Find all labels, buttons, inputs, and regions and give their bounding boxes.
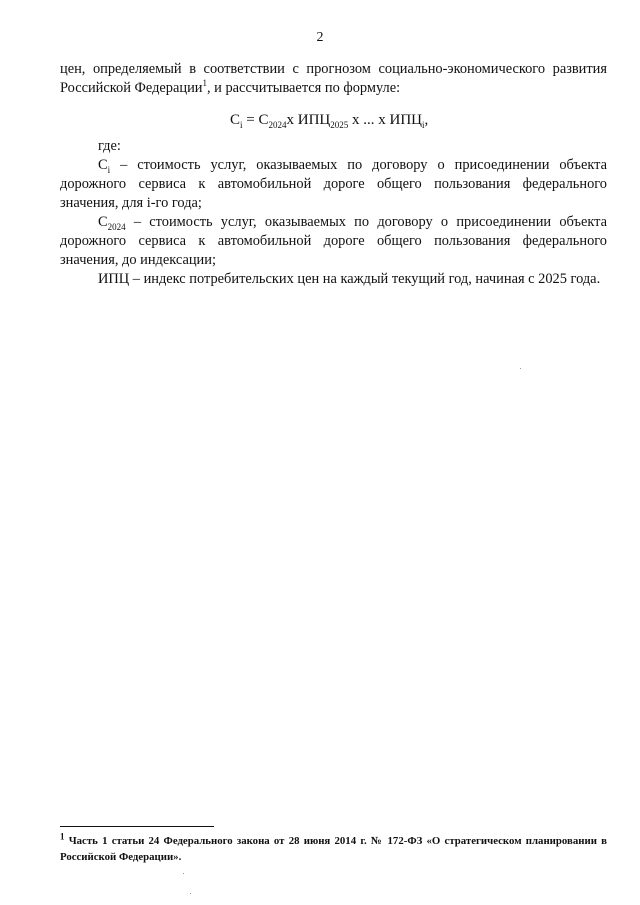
footnote-reference: 1 <box>202 78 207 89</box>
scan-speck <box>190 893 191 894</box>
formula <box>60 109 607 131</box>
intro-tail: , и рассчитывается по формуле: <box>206 80 401 96</box>
footnote-divider <box>60 826 214 827</box>
formula-tail: , <box>424 112 429 128</box>
scan-speck <box>183 873 184 874</box>
ci-sub: i <box>107 164 111 175</box>
document-body <box>60 60 607 289</box>
footnote-marker: 1 <box>60 831 65 842</box>
footnote-text: Часть 1 статьи 24 Федерального закона от 28 июня 2014 г. № 172-ФЗ «О стратегическом планировании в Российской Федерации». <box>60 835 607 863</box>
intro-text: цен, определяемый в соответствии с прогнозом социально-экономического развития Российской Федерации <box>60 61 607 96</box>
formula-lhs: C <box>230 112 241 128</box>
ipc-text: ИПЦ – индекс потребительских цен на каждый текущий год, начиная с 2025 года. <box>98 271 601 287</box>
formula-lhs-sub: i <box>240 120 243 130</box>
ci-symbol: C <box>98 157 108 173</box>
formula-ipc-sub: 2025 <box>330 120 349 130</box>
page-number: 2 <box>316 30 324 45</box>
formula-part3: x ... x ИПЦ <box>348 112 422 128</box>
formula-c-sub: 2024 <box>268 120 287 130</box>
c2024-sub: 2024 <box>107 221 126 232</box>
intro-paragraph <box>60 60 607 98</box>
formula-eq: = C <box>242 112 269 128</box>
definition-ci <box>60 156 607 213</box>
where-text: где: <box>98 138 121 154</box>
c2024-symbol: C <box>98 214 108 230</box>
ci-text: – стоимость услуг, оказываемых по договору о присоединении объекта дорожного сервиса к автомобильной дороге общего пользования федерального значения, для i-го года; <box>60 157 607 211</box>
footnote <box>60 833 607 865</box>
scan-speck <box>520 368 521 369</box>
definition-ipc <box>60 270 607 289</box>
c2024-text: – стоимость услуг, оказываемых по договору о присоединении объекта дорожного сервиса к автомобильной дороге общего пользования федерального значения, до индексации; <box>60 214 607 268</box>
formula-ipc-i-sub: i <box>422 120 425 130</box>
definition-c2024 <box>60 213 607 270</box>
formula-part2: x ИПЦ <box>286 112 331 128</box>
where-label <box>60 137 607 156</box>
